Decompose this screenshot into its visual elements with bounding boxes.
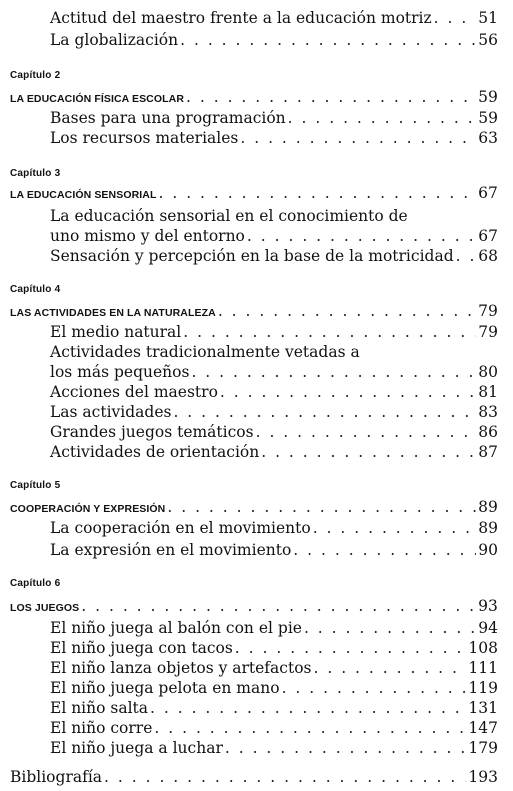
toc-entry-page: 179 bbox=[468, 739, 498, 757]
leader-dots bbox=[434, 8, 477, 28]
leader-dots bbox=[225, 738, 467, 758]
leader-dots bbox=[104, 767, 466, 787]
leader-dots bbox=[158, 184, 476, 202]
chapter-title: COOPERACIÓN Y EXPRESIÓN bbox=[10, 503, 166, 515]
leader-dots bbox=[81, 597, 476, 615]
toc-entry-page: 90 bbox=[478, 541, 498, 559]
toc-entry bbox=[50, 698, 498, 718]
toc-entry-page: 147 bbox=[468, 719, 498, 737]
toc-entry bbox=[50, 422, 498, 442]
toc-entry-page: 79 bbox=[478, 323, 498, 341]
toc-entry-title: El niño corre bbox=[50, 719, 153, 737]
leader-dots bbox=[304, 618, 476, 638]
toc-entry bbox=[50, 678, 498, 698]
toc-entry-title: El niño juega pelota en mano bbox=[50, 679, 280, 697]
toc-entry-page: 111 bbox=[468, 659, 498, 677]
toc-entry bbox=[50, 618, 498, 638]
chapter-page: 59 bbox=[478, 88, 498, 106]
toc-entry-title: Actividades tradicionalmente vetadas a bbox=[50, 343, 360, 361]
chapter-title: LA EDUCACIÓN FÍSICA ESCOLAR bbox=[10, 93, 185, 105]
toc-entry-title: El niño salta bbox=[50, 699, 149, 717]
leader-dots bbox=[240, 128, 476, 148]
toc-entry bbox=[50, 128, 498, 148]
toc-entry bbox=[50, 206, 498, 226]
leader-dots bbox=[282, 678, 467, 698]
leader-dots bbox=[261, 442, 476, 462]
toc-entry-title: La educación sensorial en el conocimiento de bbox=[50, 207, 408, 225]
toc-entry-page: 94 bbox=[478, 619, 498, 637]
toc-entry bbox=[50, 638, 498, 658]
toc-entry bbox=[50, 362, 498, 382]
toc-entry bbox=[50, 246, 498, 266]
toc-entry bbox=[50, 442, 498, 462]
toc-entry-page: 83 bbox=[478, 403, 498, 421]
toc-entry-title: La globalización bbox=[50, 31, 179, 49]
chapter-page: 93 bbox=[478, 597, 498, 615]
leader-dots bbox=[154, 718, 466, 738]
chapter-title-row bbox=[10, 184, 498, 202]
leader-dots bbox=[313, 658, 466, 678]
toc-entry-page: 86 bbox=[478, 423, 498, 441]
toc-entry-title: El niño juega al balón con el pie bbox=[50, 619, 302, 637]
toc-entry bbox=[50, 226, 498, 246]
toc-entry bbox=[50, 718, 498, 738]
chapter-title-row bbox=[10, 498, 498, 516]
toc-entry-page: 89 bbox=[478, 519, 498, 537]
toc-entry-title: Las actividades bbox=[50, 403, 172, 421]
toc-entry-page: 119 bbox=[468, 679, 498, 697]
toc-entry-page: 56 bbox=[478, 31, 498, 49]
toc-entry-title: El medio natural bbox=[50, 323, 182, 341]
leader-dots bbox=[456, 246, 477, 266]
leader-dots bbox=[173, 402, 476, 422]
toc-entry-title: Los recursos materiales bbox=[50, 129, 239, 147]
toc-entry-page: 131 bbox=[468, 699, 498, 717]
toc-entry-page: 68 bbox=[478, 247, 498, 265]
toc-entry-page: 63 bbox=[478, 129, 498, 147]
toc-entry-title: El niño lanza objetos y artefactos bbox=[50, 659, 312, 677]
toc-entry bbox=[50, 540, 498, 560]
leader-dots bbox=[186, 88, 476, 106]
toc-entry-title: Sensación y percepción en la base de la motricidad bbox=[50, 247, 454, 265]
toc-entry-page: 80 bbox=[478, 363, 498, 381]
bibliography-title: Bibliografía bbox=[10, 768, 103, 786]
leader-dots bbox=[150, 698, 466, 718]
chapter-title-row bbox=[10, 597, 498, 615]
chapter-title: LAS ACTIVIDADES EN LA NATURALEZA bbox=[10, 307, 216, 319]
leader-dots bbox=[313, 518, 477, 538]
toc-entry bbox=[50, 108, 498, 128]
chapter-label: Capítulo 3 bbox=[10, 168, 61, 179]
chapter-label: Capítulo 4 bbox=[10, 284, 61, 295]
leader-dots bbox=[218, 302, 476, 320]
toc-entry-title-cont: los más pequeños bbox=[50, 363, 190, 381]
leader-dots bbox=[180, 30, 476, 50]
chapter-label: Capítulo 5 bbox=[10, 480, 61, 491]
toc-entry bbox=[50, 8, 498, 28]
toc-entry-title: Actitud del maestro frente a la educación motriz bbox=[50, 9, 432, 27]
chapter-title: LOS JUEGOS bbox=[10, 602, 80, 614]
leader-dots bbox=[288, 108, 477, 128]
leader-dots bbox=[247, 226, 476, 246]
toc-entry-title: La cooperación en el movimiento bbox=[50, 519, 311, 537]
toc-entry-page: 108 bbox=[468, 639, 498, 657]
toc-entry bbox=[50, 30, 498, 50]
toc-entry-page: 67 bbox=[478, 227, 498, 245]
toc-entry-page: 87 bbox=[478, 443, 498, 461]
toc-entry bbox=[50, 402, 498, 422]
chapter-label: Capítulo 2 bbox=[10, 70, 61, 81]
toc-entry bbox=[50, 342, 498, 362]
toc-entry-page: 59 bbox=[478, 109, 498, 127]
chapter-page: 79 bbox=[478, 302, 498, 320]
toc-entry-title: El niño juega con tacos bbox=[50, 639, 233, 657]
chapter-page: 89 bbox=[478, 498, 498, 516]
leader-dots bbox=[183, 322, 476, 342]
toc-entry-title: La expresión en el movimiento bbox=[50, 541, 292, 559]
chapter-title-row bbox=[10, 302, 498, 320]
leader-dots bbox=[191, 362, 476, 382]
toc-entry-page: 81 bbox=[478, 383, 498, 401]
leader-dots bbox=[293, 540, 476, 560]
chapter-label: Capítulo 6 bbox=[10, 578, 61, 589]
toc-entry-title: Bases para una programación bbox=[50, 109, 286, 127]
leader-dots bbox=[220, 382, 476, 402]
toc-entry-title: Actividades de orientación bbox=[50, 443, 260, 461]
bibliography-page: 193 bbox=[468, 768, 498, 786]
toc-entry-title: Grandes juegos temáticos bbox=[50, 423, 254, 441]
chapter-title-row bbox=[10, 88, 498, 106]
toc-entry-title: Acciones del maestro bbox=[50, 383, 218, 401]
toc-entry-title: El niño juega a luchar bbox=[50, 739, 223, 757]
chapter-page: 67 bbox=[478, 184, 498, 202]
leader-dots bbox=[256, 422, 477, 442]
chapter-title: LA EDUCACIÓN SENSORIAL bbox=[10, 189, 157, 201]
leader-dots bbox=[235, 638, 467, 658]
bibliography-entry bbox=[10, 767, 498, 787]
toc-entry bbox=[50, 658, 498, 678]
toc-entry bbox=[50, 738, 498, 758]
toc-entry-page: 51 bbox=[478, 9, 498, 27]
toc-entry bbox=[50, 518, 498, 538]
toc-entry-title-cont: uno mismo y del entorno bbox=[50, 227, 245, 245]
toc-entry bbox=[50, 382, 498, 402]
leader-dots bbox=[167, 498, 476, 516]
toc-entry bbox=[50, 322, 498, 342]
